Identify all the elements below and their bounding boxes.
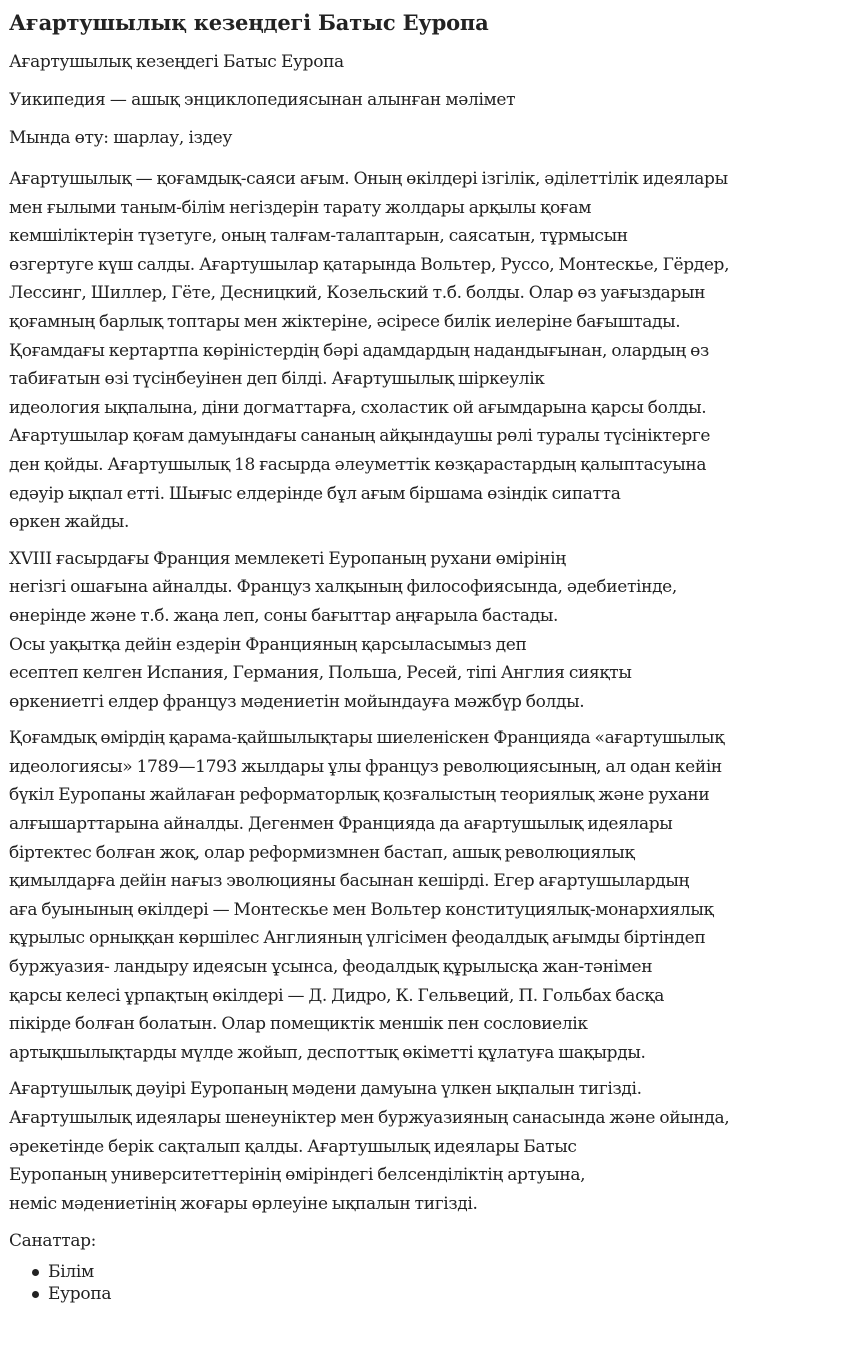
paragraph-line: аға буынының өкілдері — Монтескье мен Вольтер конституциялық-монархиялық bbox=[9, 899, 714, 920]
navigate-link[interactable]: шарлау bbox=[113, 128, 179, 148]
paragraph-line: мен ғылыми таным-білім негіздерін тарату жолдары арқылы қоғам bbox=[9, 197, 592, 218]
paragraph-line: Ағартушылық дәуірі Еуропаның мәдени дамуына үлкен ықпалын тигізді. bbox=[9, 1079, 642, 1100]
categories-label: Санаттар: bbox=[9, 1231, 97, 1252]
paragraph-line: қарсы келесі ұрпақтың өкілдері — Д. Дидро, К. Гельвеций, П. Гольбах басқа bbox=[9, 985, 664, 1006]
paragraph-line: өркен жайды. bbox=[9, 512, 130, 533]
jump-separator: , bbox=[178, 128, 189, 148]
paragraph-line: Қоғамдық өмірдің қарама-қайшылықтары шиеленіскен Францияда «ағартушылық bbox=[9, 728, 725, 749]
page-title: Ағартушылық кезеңдегі Батыс Еуропа bbox=[9, 10, 489, 35]
paragraph-line: кемшіліктерін түзетуге, оның талғам-талаптарын, саясатын, тұрмысын bbox=[9, 226, 628, 247]
paragraph-line: буржуазия- ландыру идеясын ұсынса, феодалдық құрылысқа жан-тәнімен bbox=[9, 957, 653, 978]
paragraph-line: ден қойды. Ағартушылық 18 ғасырда әлеуметтік көзқарастардың қалыптасуына bbox=[9, 454, 707, 475]
jump-prefix: Мында өту: bbox=[9, 128, 114, 148]
article-paragraph bbox=[9, 545, 845, 717]
paragraph-line: пікірде болған болатын. Олар помещиктік меншік пен сословиелік bbox=[9, 1014, 588, 1035]
paragraph-line: Қоғамдағы кертартпа көріністердің бәрі адамдардың надандығынан, олардың өз bbox=[9, 340, 709, 361]
article-paragraph bbox=[9, 165, 845, 537]
paragraph-line: едәуір ықпал етті. Шығыс елдерінде бұл ағым біршама өзіндік сипатта bbox=[9, 483, 621, 504]
paragraph-line: қоғамның барлық топтары мен жіктеріне, әсіресе билік иелеріне бағыштады. bbox=[9, 311, 681, 332]
paragraph-line: Ағартушылар қоғам дамуындағы сананың айқындаушы рөлі туралы түсініктерге bbox=[9, 426, 711, 447]
paragraph-line: өркениетгі елдер француз мәдениетін мойындауға мәжбүр болды. bbox=[9, 691, 585, 712]
article-subtitle: Ағартушылық кезеңдегі Батыс Еуропа bbox=[9, 52, 344, 72]
category-link[interactable]: Еуропа bbox=[48, 1284, 112, 1305]
search-link[interactable]: іздеу bbox=[188, 128, 232, 148]
source-note: Уикипедия — ашық энциклопедиясынан алынған мәлімет bbox=[9, 90, 516, 110]
categories-list bbox=[9, 1261, 845, 1305]
jump-navigation bbox=[9, 127, 845, 149]
bullet-icon bbox=[32, 1291, 39, 1298]
paragraph-line: Лессинг, Шиллер, Гёте, Десницкий, Козельский т.б. болды. Олар өз уағыздарын bbox=[9, 283, 706, 304]
paragraph-line: XVIII ғасырдағы Франция мемлекеті Еуропаның рухани өмірінің bbox=[9, 548, 566, 569]
category-link[interactable]: Білім bbox=[48, 1262, 94, 1283]
article-body bbox=[9, 165, 845, 1218]
paragraph-line: қимылдарға дейін нағыз эволюцияны басынан кешірді. Егер ағартушылардың bbox=[9, 871, 690, 892]
article-paragraph bbox=[9, 1075, 845, 1218]
paragraph-line: құрылыс орныққан көршілес Англияның үлгісімен феодалдық ағымды біртіндеп bbox=[9, 928, 706, 949]
paragraph-line: біртектес болған жоқ, олар реформизмнен бастап, ашық революциялық bbox=[9, 842, 635, 863]
paragraph-line: есептеп келген Испания, Германия, Польша, Ресей, тіпі Англия сияқты bbox=[9, 663, 632, 684]
paragraph-line: Ағартушылық — қоғамдық-саяси ағым. Оның өкілдері ізгілік, әділеттілік идеялары bbox=[9, 169, 728, 189]
paragraph-line: табиғатын өзі түсінбеуінен деп білді. Ағартушылық шіркеулік bbox=[9, 369, 545, 390]
paragraph-line: неміс мәдениетінің жоғары өрлеуіне ықпалын тигізді. bbox=[9, 1193, 478, 1214]
article-paragraph bbox=[9, 724, 845, 1067]
paragraph-line: өнерінде және т.б. жаңа леп, соны бағыттар аңғарыла бастады. bbox=[9, 605, 559, 626]
paragraph-line: әрекетінде берік сақталып қалды. Ағартушылық идеялары Батыс bbox=[9, 1136, 577, 1157]
paragraph-line: негізгі ошағына айналды. Француз халқының философиясында, әдебиетінде, bbox=[9, 577, 677, 598]
bullet-icon bbox=[32, 1269, 39, 1276]
paragraph-line: артықшылықтарды мүлде жойып, деспоттық өкіметті құлатуға шақырды. bbox=[9, 1042, 646, 1063]
paragraph-line: бүкіл Еуропаны жайлаған реформаторлық қозғалыстың теориялық және рухани bbox=[9, 785, 710, 806]
paragraph-line: Ағартушылық идеялары шенеуніктер мен буржуазияның санасында және ойында, bbox=[9, 1108, 730, 1128]
paragraph-line: Осы уақытқа дейін ездерін Францияның қарсыласымыз деп bbox=[9, 634, 527, 655]
category-item[interactable] bbox=[48, 1261, 845, 1283]
category-item[interactable] bbox=[48, 1283, 845, 1305]
paragraph-line: Еуропаның университеттерінің өміріндегі белсенділіктің артуына, bbox=[9, 1165, 586, 1186]
paragraph-line: өзгертуге күш салды. Ағартушылар қатарында Вольтер, Руссо, Монтескье, Гёрдер, bbox=[9, 254, 730, 275]
paragraph-line: идеология ықпалына, діни догматтарға, схоластик ой ағымдарына қарсы болды. bbox=[9, 397, 707, 418]
paragraph-line: идеологиясы» 1789—1793 жылдары ұлы француз революциясының, ал одан кейін bbox=[9, 756, 722, 777]
paragraph-line: алғышарттарына айналды. Дегенмен Францияда да ағартушылық идеялары bbox=[9, 814, 673, 835]
